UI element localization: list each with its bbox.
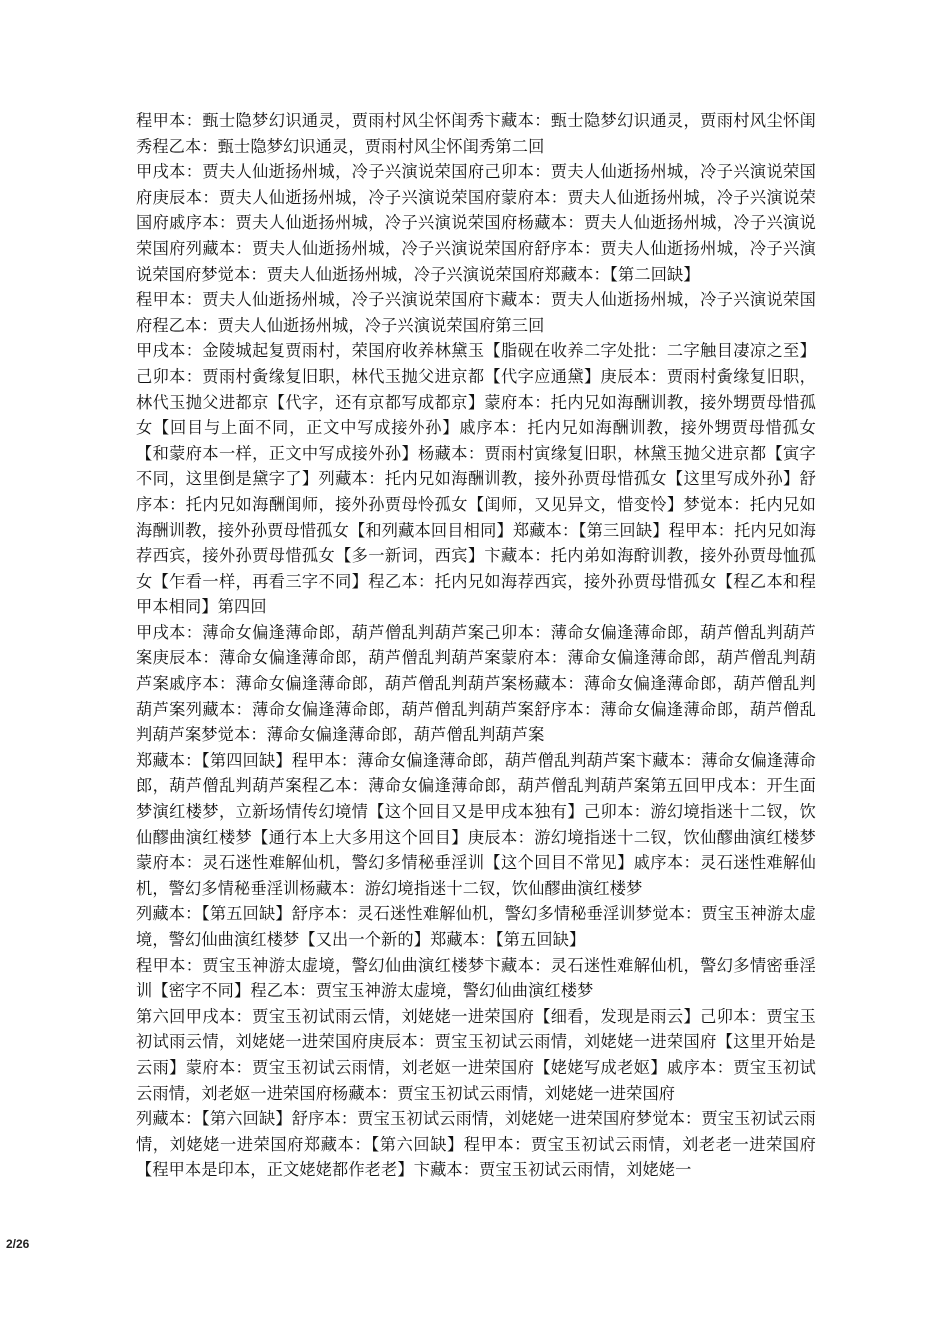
document-body bbox=[136, 108, 816, 1183]
paragraph: 郑藏本：【第四回缺】程甲本：薄命女偏逢薄命郎，葫芦僧乱判葫芦案卞藏本：薄命女偏逢薄命郎，葫芦僧乱判葫芦案程乙本：薄命女偏逢薄命郎，葫芦僧乱判葫芦案第五回甲戌本：开生面梦演红楼梦，立新场情传幻境情【这个回目又是甲戌本独有】己卯本：游幻境指迷十二钗，饮仙醪曲演红楼梦【通行本上大多用这个回目】庚辰本：游幻境指迷十二钗，饮仙醪曲演红楼梦蒙府本：灵石迷性难解仙机，警幻多情秘垂淫训【这个回目不常见】戚序本：灵石迷性难解仙机，警幻多情秘垂淫训杨藏本：游幻境指迷十二钗，饮仙醪曲演红楼梦 bbox=[136, 750, 816, 898]
paragraph: 甲戌本：金陵城起复贾雨村，荣国府收养林黛玉【脂砚在收养二字处批：二字触目凄凉之至】己卯本：贾雨村夤缘复旧职，林代玉抛父进京都【代字应通黛】庚辰本：贾雨村夤缘复旧职，林代玉抛父进都京【代字，还有京都写成都京】蒙府本：托内兄如海酬训教，接外甥贾母惜孤女【回目与上面不同，正文中写成接外孙】戚序本：托内兄如海酬训教，接外甥贾母惜孤女【和蒙府本一样，正文中写成接外孙】杨藏本：贾雨村寅缘复旧职，林黛玉抛父进京都【寅字不同，这里倒是黛字了】列藏本：托内兄如海酬训教，接外孙贾母惜孤女【这里写成外孙】舒序本：托内兄如海酬闺师，接外孙贾母怜孤女【闺师，又见异文，惜变怜】梦觉本：托内兄如海酬训教，接外孙贾母惜孤女【和列藏本回目相同】郑藏本：【第三回缺】程甲本：托内兄如海荐西宾，接外孙贾母惜孤女【多一新词，西宾】卞藏本：托内弟如海酧训教，接外孙贾母恤孤女【乍看一样，再看三字不同】程乙本：托内兄如海荐西宾，接外孙贾母惜孤女【程乙本和程甲本相同】第四回 bbox=[136, 341, 816, 617]
paragraph: 列藏本：【第五回缺】舒序本：灵石迷性难解仙机，警幻多情秘垂淫训梦觉本：贾宝玉神游太虚境，警幻仙曲演红楼梦【又出一个新的】郑藏本：【第五回缺】 bbox=[136, 904, 816, 949]
paragraph: 程甲本：贾夫人仙逝扬州城，冷子兴演说荣国府卞藏本：贾夫人仙逝扬州城，冷子兴演说荣国府程乙本：贾夫人仙逝扬州城，冷子兴演说荣国府第三回 bbox=[136, 290, 816, 335]
page-number: 2/26 bbox=[6, 1237, 30, 1251]
paragraph: 甲戌本：贾夫人仙逝扬州城，冷子兴演说荣国府己卯本：贾夫人仙逝扬州城，冷子兴演说荣国府庚辰本：贾夫人仙逝扬州城，冷子兴演说荣国府蒙府本：贾夫人仙逝扬州城，冷子兴演说荣国府戚序本：贾夫人仙逝扬州城，冷子兴演说荣国府杨藏本：贾夫人仙逝扬州城，冷子兴演说荣国府列藏本：贾夫人仙逝扬州城，冷子兴演说荣国府舒序本：贾夫人仙逝扬州城，冷子兴演说荣国府梦觉本：贾夫人仙逝扬州城，冷子兴演说荣国府郑藏本：【第二回缺】 bbox=[136, 162, 816, 284]
paragraph: 程甲本：贾宝玉神游太虚境，警幻仙曲演红楼梦卞藏本：灵石迷性难解仙机，警幻多情密垂淫训【密字不同】程乙本：贾宝玉神游太虚境，警幻仙曲演红楼梦 bbox=[136, 955, 816, 1001]
paragraph: 列藏本：【第六回缺】舒序本：贾宝玉初试云雨情，刘姥姥一进荣国府梦觉本：贾宝玉初试云雨情，刘姥姥一进荣国府郑藏本：【第六回缺】程甲本：贾宝玉初试云雨情，刘老老一进荣国府【程甲本是印本，正文姥姥都作老老】卞藏本：贾宝玉初试云雨情，刘姥姥一 bbox=[136, 1109, 816, 1180]
paragraph: 甲戌本：薄命女偏逢薄命郎，葫芦僧乱判葫芦案己卯本：薄命女偏逢薄命郎，葫芦僧乱判葫芦案庚辰本：薄命女偏逢薄命郎，葫芦僧乱判葫芦案蒙府本：薄命女偏逢薄命郎，葫芦僧乱判葫芦案戚序本：薄命女偏逢薄命郎，葫芦僧乱判葫芦案杨藏本：薄命女偏逢薄命郎，葫芦僧乱判葫芦案列藏本：薄命女偏逢薄命郎，葫芦僧乱判葫芦案舒序本：薄命女偏逢薄命郎，葫芦僧乱判葫芦案梦觉本：薄命女偏逢薄命郎，葫芦僧乱判葫芦案 bbox=[136, 622, 816, 745]
paragraph: 程甲本：甄士隐梦幻识通灵，贾雨村风尘怀闺秀卞藏本：甄士隐梦幻识通灵，贾雨村风尘怀闺秀程乙本：甄士隐梦幻识通灵，贾雨村风尘怀闺秀第二回 bbox=[136, 111, 816, 156]
paragraph: 第六回甲戌本：贾宝玉初试雨云情，刘姥姥一进荣国府【细看，发现是雨云】己卯本：贾宝玉初试雨云情，刘姥姥一进荣国府庚辰本：贾宝玉初试云雨情，刘姥姥一进荣国府【这里开始是云雨】蒙府本：贾宝玉初试云雨情，刘老妪一进荣国府【姥姥写成老妪】戚序本：贾宝玉初试云雨情，刘老妪一进荣国府杨藏本：贾宝玉初试云雨情，刘姥姥一进荣国府 bbox=[136, 1006, 816, 1103]
